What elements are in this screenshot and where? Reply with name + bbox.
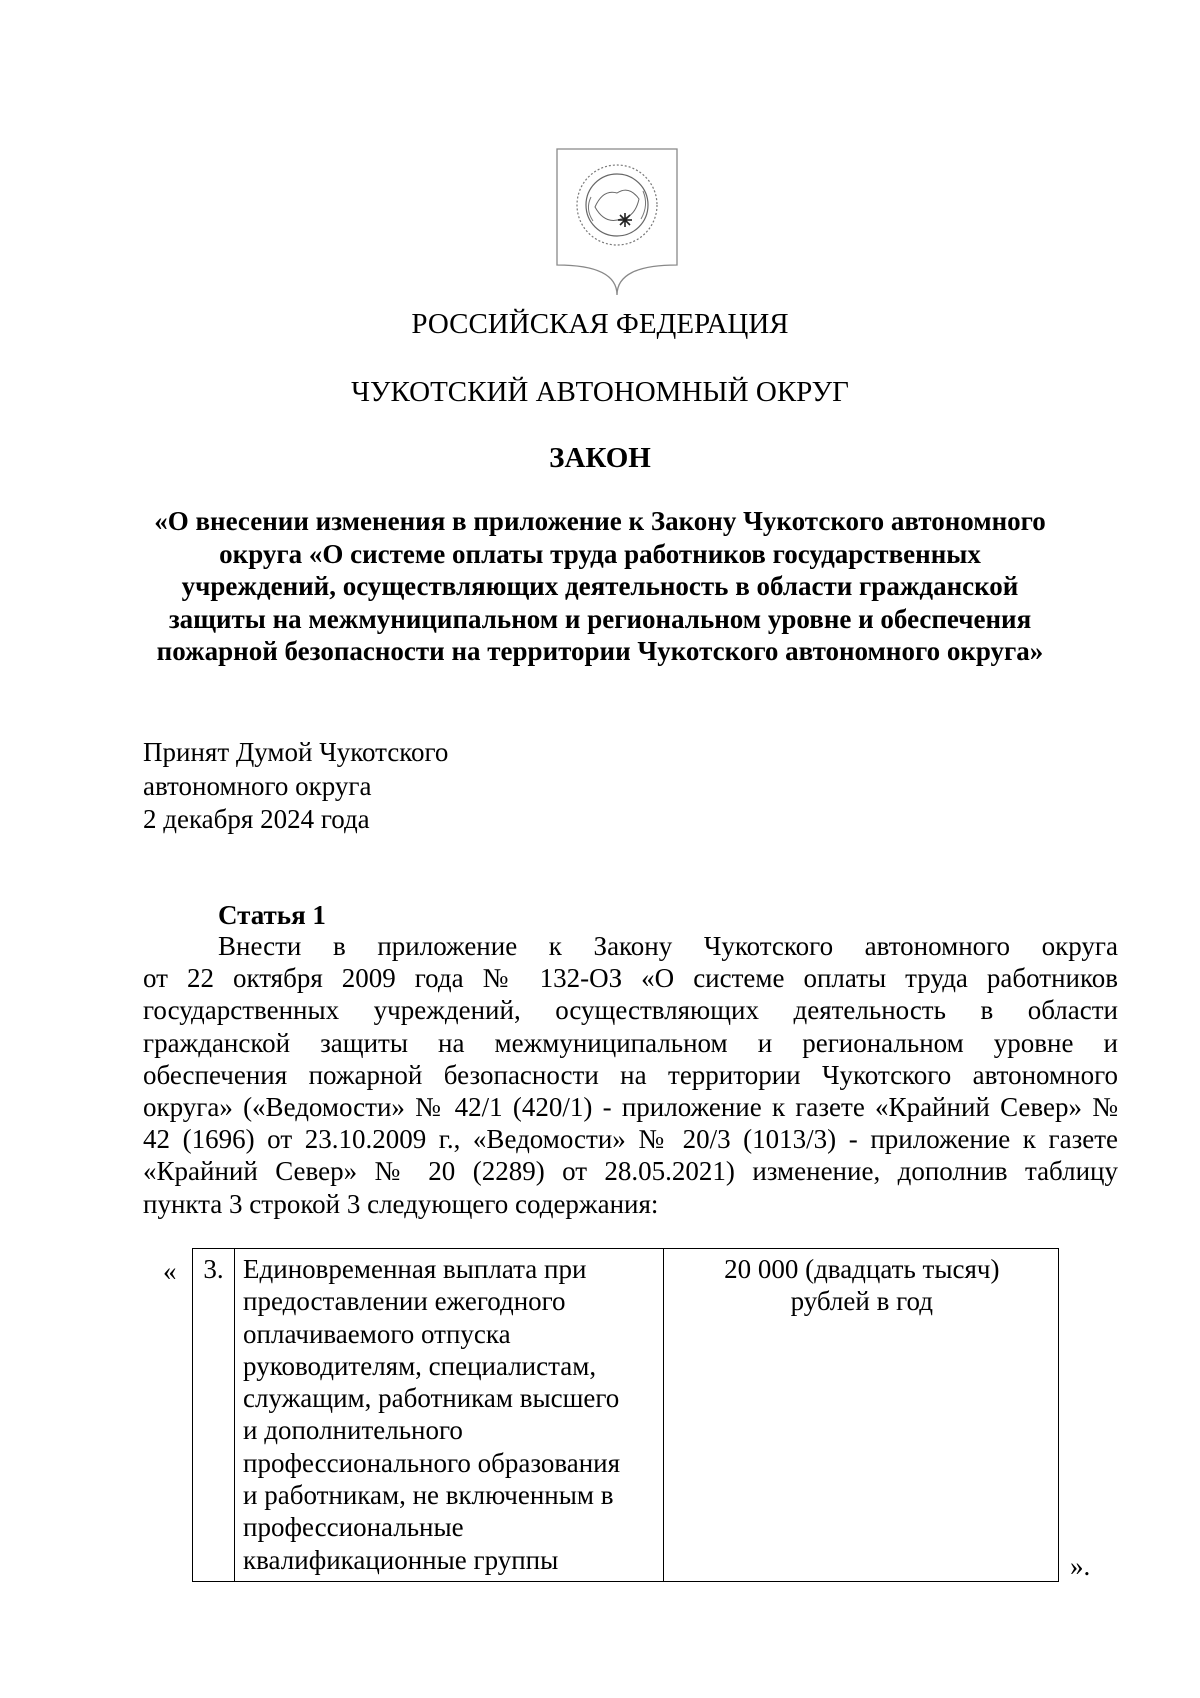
adoption-line: Принят Думой Чукотского [143,737,449,767]
article-line: пункта 3 строкой 3 следующего содержания: [143,1188,659,1219]
table-row [193,1249,1059,1582]
amount-line: рублей в год [790,1286,933,1317]
law-title-line: пожарной безопасности на территории Чукотского автономного округа» [156,636,1044,666]
row-description [235,1249,663,1582]
law-title-line: защиты на межмуниципальном и региональном уровне и обеспечения [168,603,1032,634]
adoption-date: 2 декабря 2024 года [143,804,370,834]
description-line: оплачиваемого отпуска [243,1318,511,1349]
article-line: Внести в приложение к Закону Чукотского автономного округа [218,931,1118,961]
article-line: «Крайний Север» № 20 (2289) от 28.05.2021) изменение, дополнив таблицу [143,1156,1118,1187]
country-name: РОССИЙСКАЯ ФЕДЕРАЦИЯ [411,308,789,340]
description-line: предоставлении ежегодного [243,1286,566,1317]
description-line: руководителям, специалистам, [243,1350,597,1381]
region-name: ЧУКОТСКИЙ АВТОНОМНЫЙ ОКРУГ [351,376,849,408]
coat-of-arms-icon [555,147,679,297]
article-body [143,930,1118,1220]
description-line: и работникам, не включенным в [243,1480,614,1511]
row-number: 3. [193,1249,235,1582]
amount-line: 20 000 (двадцать тысяч) [724,1254,1000,1284]
description-line: профессиональные [243,1512,464,1543]
law-title-line: «О внесении изменения в приложение к Закону Чукотского автономного [154,506,1046,536]
table-quote-open: « [163,1256,177,1286]
description-line: профессионального образования [243,1447,621,1478]
article-line: обеспечения пожарной безопасности на территории Чукотского автономного [143,1059,1118,1090]
description-line: и дополнительного [243,1415,463,1446]
article-line: от 22 октября 2009 года № 132-ОЗ «О системе оплаты труда работников [143,963,1118,994]
description-line: служащим, работникам высшего [243,1383,620,1414]
law-title-line: округа «О системе оплаты труда работников государственных [219,538,981,569]
adoption-line: автономного округа [143,770,372,801]
row-amount [663,1249,1058,1582]
article-line: гражданской защиты на межмуниципальном и региональном уровне и [143,1027,1118,1058]
law-title-line: учреждений, осуществляющих деятельность в области гражданской [181,571,1019,601]
law-title [130,505,1070,668]
article-line: округа» («Ведомости» № 42/1 (420/1) - приложение к газете «Крайний Север» № [143,1092,1118,1123]
article-heading: Статья 1 [218,900,326,930]
insert-table [192,1248,1059,1582]
adoption-info [143,736,448,837]
description-line: Единовременная выплата при [243,1254,587,1284]
description-line: квалификационные группы [243,1544,559,1575]
article-line: государственных учреждений, осуществляющих деятельность в области [143,995,1118,1026]
table-quote-close: ». [1070,1551,1091,1581]
document-type: ЗАКОН [549,442,651,474]
article-line: 42 (1696) от 23.10.2009 г., «Ведомости» № 20/3 (1013/3) - приложение к газете [143,1124,1118,1155]
